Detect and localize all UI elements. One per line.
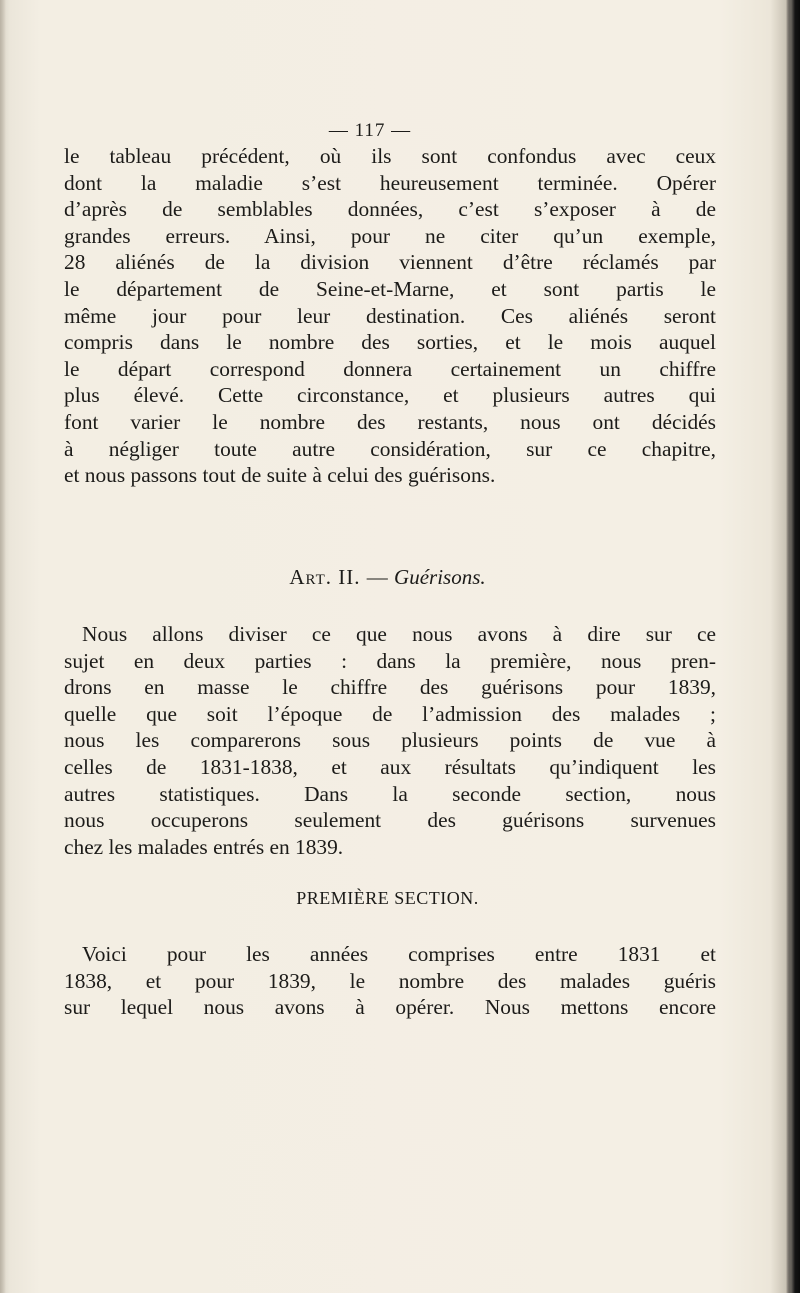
article-title: Guérisons. — [394, 565, 486, 589]
text-line: Voici pour les années comprises entre 1831 et — [82, 942, 716, 966]
text-line: drons en masse le chiffre des guérisons pour 1839, — [64, 675, 716, 700]
paragraph-guerisons — [64, 621, 716, 860]
text-line: quelle que soit l’époque de l’admission des malades ; — [64, 701, 716, 726]
text-line: celles de 1831-1838, et aux résultats qu’indiquent les — [64, 754, 716, 779]
article-number: Art. II. — — [289, 565, 389, 589]
text-line: chez les malades entrés en 1839. — [64, 834, 344, 859]
text-line: nous les comparerons sous plusieurs points de vue à — [64, 728, 716, 753]
text-line: compris dans le nombre des sorties, et le mois auquel — [64, 330, 716, 355]
paragraph-continuation — [64, 143, 716, 489]
text-line: le départ correspond donnera certainement un chiffre — [64, 356, 716, 381]
text-line: dont la maladie s’est heureusement terminée. Opérer — [64, 170, 716, 195]
text-line: le département de Seine-et-Marne, et sont partis le — [64, 276, 716, 301]
article-heading — [0, 565, 775, 590]
page-number: — 117 — — [328, 120, 412, 141]
text-line: font varier le nombre des restants, nous ont décidés — [64, 409, 716, 434]
text-line: sur lequel nous avons à opérer. Nous mettons encore — [64, 995, 716, 1020]
text-line: Nous allons diviser ce que nous avons à dire sur ce — [82, 622, 716, 646]
text-line: d’après de semblables données, c’est s’exposer à de — [64, 197, 716, 222]
text-line: plus élevé. Cette circonstance, et plusieurs autres qui — [64, 383, 716, 408]
text-line: 28 aliénés de la division viennent d’être réclamés par — [64, 250, 716, 275]
page-right-edge — [786, 0, 800, 1293]
text-line: grandes erreurs. Ainsi, pour ne citer qu’un exemple, — [64, 223, 716, 248]
text-line: à négliger toute autre considération, sur ce chapitre, — [64, 436, 716, 461]
text-line: autres statistiques. Dans la seconde section, nous — [64, 781, 716, 806]
page-gutter-shadow — [0, 0, 6, 1293]
text-line: le tableau précédent, où ils sont confondus avec ceux — [64, 144, 716, 168]
section-heading: PREMIÈRE SECTION. — [296, 888, 479, 908]
text-line: sujet en deux parties : dans la première, nous pren- — [64, 648, 716, 673]
text-line: nous occuperons seulement des guérisons survenues — [64, 808, 716, 833]
text-line: même jour pour leur destination. Ces aliénés seront — [64, 303, 716, 328]
text-line: 1838, et pour 1839, le nombre des malades guéris — [64, 968, 716, 993]
text-line: et nous passons tout de suite à celui des guérisons. — [64, 463, 496, 488]
paragraph-section-intro — [64, 941, 716, 1021]
